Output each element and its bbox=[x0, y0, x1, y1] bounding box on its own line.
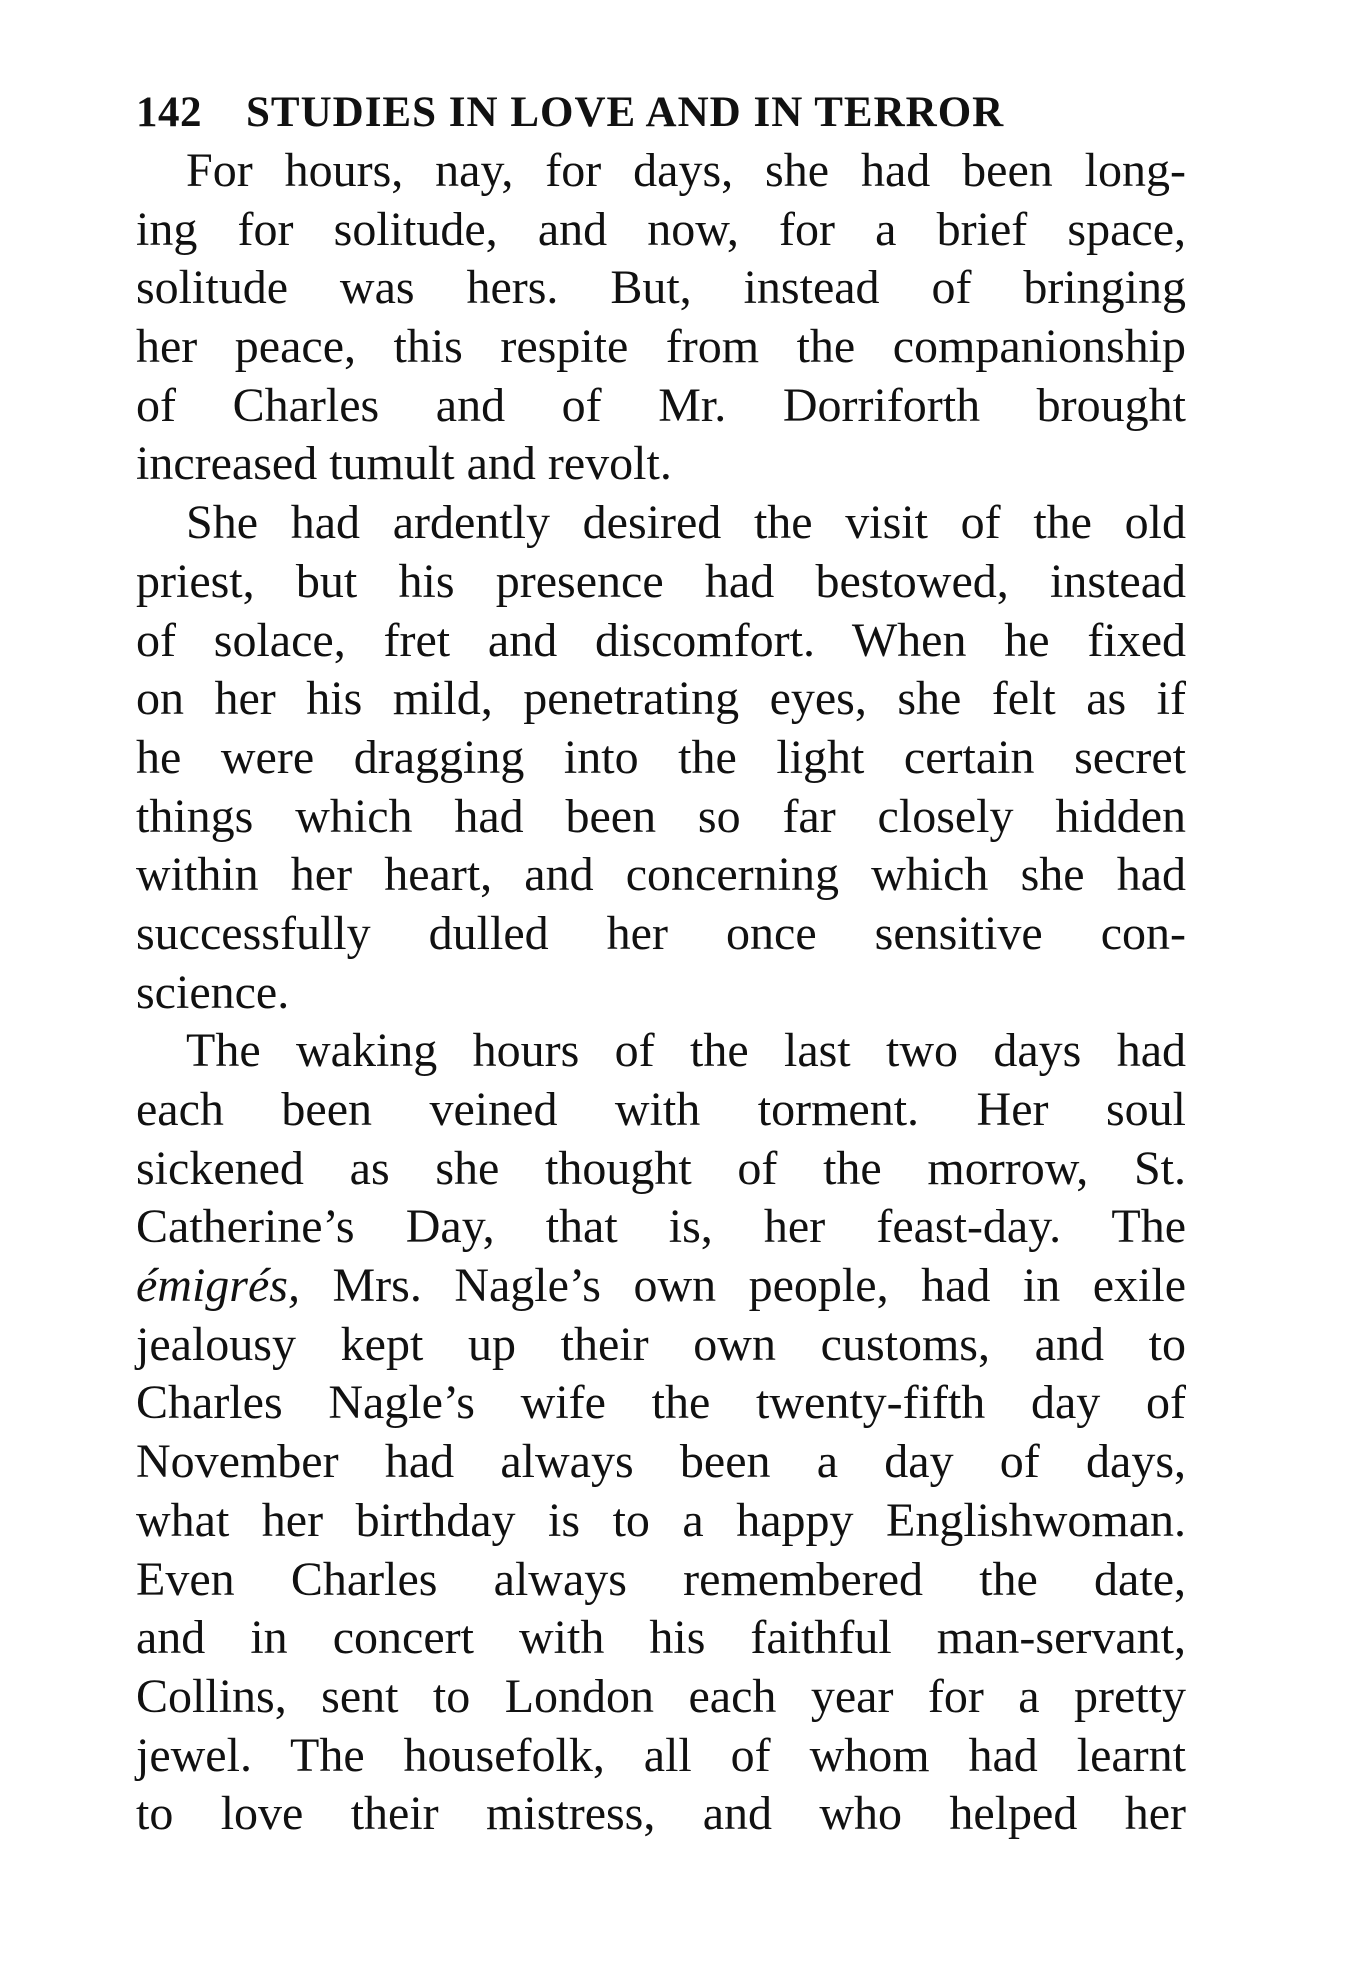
running-head bbox=[136, 88, 1186, 138]
text-line bbox=[136, 1022, 1186, 1081]
text-line bbox=[136, 318, 1186, 377]
text-line bbox=[136, 494, 1186, 553]
line-text: Even Charles always remembered the date, bbox=[136, 1552, 1186, 1606]
text-line bbox=[136, 259, 1186, 318]
line-text: ing for solitude, and now, for a brief space, bbox=[136, 202, 1186, 256]
text-line bbox=[136, 1551, 1186, 1610]
line-text: November had always been a day of days, bbox=[136, 1435, 1186, 1489]
page-number: 142 bbox=[136, 89, 202, 136]
text-line bbox=[136, 1140, 1186, 1199]
line-text: on her his mild, penetrating eyes, she felt as if bbox=[136, 672, 1186, 726]
text-line bbox=[136, 1433, 1186, 1492]
line-text: of solace, fret and discomfort. When he fixed bbox=[136, 613, 1186, 667]
italic-word: émigrés, bbox=[136, 1259, 300, 1313]
text-line bbox=[136, 142, 1186, 201]
line-text: Catherine’s Day, that is, her feast-day. The bbox=[136, 1200, 1186, 1254]
line-text: what her birthday is to a happy Englishwoman. bbox=[136, 1493, 1186, 1547]
line-text: her peace, this respite from the companionship bbox=[136, 320, 1186, 374]
line-text: Mrs. Nagle’s own people, had in exile bbox=[332, 1259, 1187, 1313]
text-line bbox=[136, 435, 1186, 494]
line-text: She had ardently desired the visit of the old bbox=[186, 496, 1186, 550]
book-page bbox=[136, 88, 1186, 1844]
text-line bbox=[136, 1492, 1186, 1551]
text-line bbox=[136, 905, 1186, 964]
line-text: Charles Nagle’s wife the twenty-fifth day of bbox=[136, 1376, 1186, 1430]
line-text: things which had been so far closely hidden bbox=[136, 789, 1186, 843]
text-line bbox=[136, 1081, 1186, 1140]
text-line bbox=[136, 1727, 1186, 1786]
text-line bbox=[136, 964, 1186, 1023]
line-text: each been veined with torment. Her soul bbox=[136, 1083, 1186, 1136]
text-line bbox=[136, 1316, 1186, 1375]
text-line bbox=[136, 1668, 1186, 1727]
text-line bbox=[136, 1257, 1186, 1316]
text-line bbox=[136, 1198, 1186, 1257]
text-line bbox=[136, 553, 1186, 612]
line-text: The waking hours of the last two days had bbox=[186, 1024, 1186, 1078]
line-text: of Charles and of Mr. Dorriforth brought bbox=[136, 378, 1186, 432]
running-title: STUDIES IN LOVE AND IN TERROR bbox=[246, 89, 1005, 136]
line-text: priest, but his presence had bestowed, instead bbox=[136, 554, 1186, 608]
line-text: increased tumult and revolt. bbox=[136, 437, 672, 491]
text-line bbox=[136, 788, 1186, 847]
text-line bbox=[136, 377, 1186, 436]
text-line bbox=[136, 1374, 1186, 1433]
line-text: sickened as she thought of the morrow, St. bbox=[136, 1141, 1186, 1195]
text-line bbox=[136, 1609, 1186, 1668]
text-line bbox=[136, 846, 1186, 905]
line-text: he were dragging into the light certain secret bbox=[136, 730, 1186, 784]
text-line bbox=[136, 1785, 1186, 1844]
line-text: to love their mistress, and who helped her bbox=[136, 1787, 1186, 1841]
text-line bbox=[136, 670, 1186, 729]
line-text: jealousy kept up their own customs, and to bbox=[136, 1317, 1186, 1371]
text-line bbox=[136, 612, 1186, 671]
line-text: solitude was hers. But, instead of bringing bbox=[136, 261, 1186, 315]
line-text: successfully dulled her once sensitive con- bbox=[136, 906, 1186, 960]
line-text: and in concert with his faithful man-servant, bbox=[136, 1611, 1186, 1665]
line-text: within her heart, and concerning which she had bbox=[136, 848, 1186, 902]
line-text: For hours, nay, for days, she had been long- bbox=[186, 144, 1186, 197]
line-text: science. bbox=[136, 965, 290, 1019]
line-text: Collins, sent to London each year for a pretty bbox=[136, 1669, 1186, 1723]
line-text: jewel. The housefolk, all of whom had learnt bbox=[136, 1728, 1186, 1782]
body-text bbox=[136, 142, 1186, 1844]
text-line bbox=[136, 201, 1186, 260]
text-line bbox=[136, 729, 1186, 788]
